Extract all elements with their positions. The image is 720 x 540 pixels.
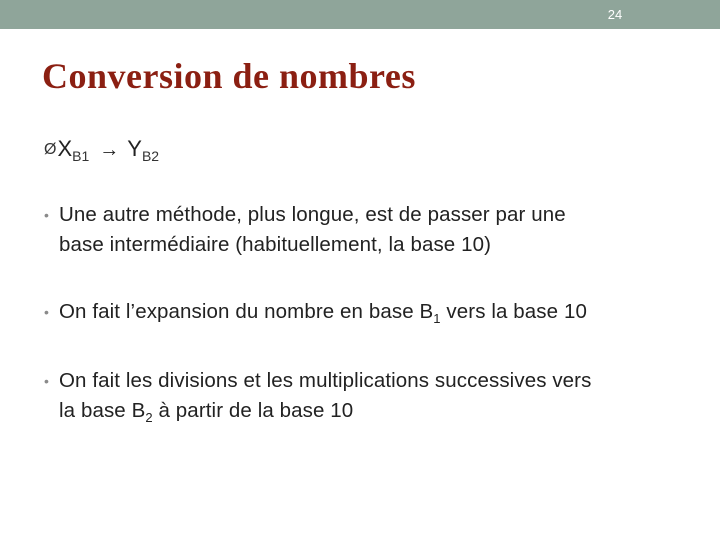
formula-right-var: Y [127,136,142,161]
formula-left-sub: B1 [72,148,90,164]
bullet-text: On fait les divisions et les multiplications successives vers [59,369,592,392]
conversion-formula [44,136,159,164]
bullet-dot-icon: • [44,304,50,320]
bullet-item [44,200,566,260]
bullet-item [44,297,587,334]
bullet-dot-icon: • [44,373,50,389]
arrow-bullet-icon: Ø [44,141,57,158]
formula-left-var: X [57,136,73,161]
top-bar [0,0,720,29]
bullet-text-end: à partir de la base 10 [152,399,354,422]
bullet-dot-icon: • [44,207,50,223]
bullet-subscript: 1 [433,311,441,326]
bullet-subscript: 2 [145,410,153,425]
bullet-item [44,366,592,433]
bullet-text: On fait l’expansion du nombre en base B [59,300,434,323]
bullet-text-continued: la base B [59,399,146,422]
slide-number: 24 [607,7,623,22]
slide-title: Conversion de nombres [42,56,416,96]
right-arrow-icon: → [99,139,120,161]
bullet-text: Une autre méthode, plus longue, est de passer par une [59,203,566,226]
bullet-text-continued: base intermédiaire (habituellement, la base 10) [59,233,492,256]
bullet-text-end: vers la base 10 [440,300,587,323]
formula-right-sub: B2 [141,148,160,164]
